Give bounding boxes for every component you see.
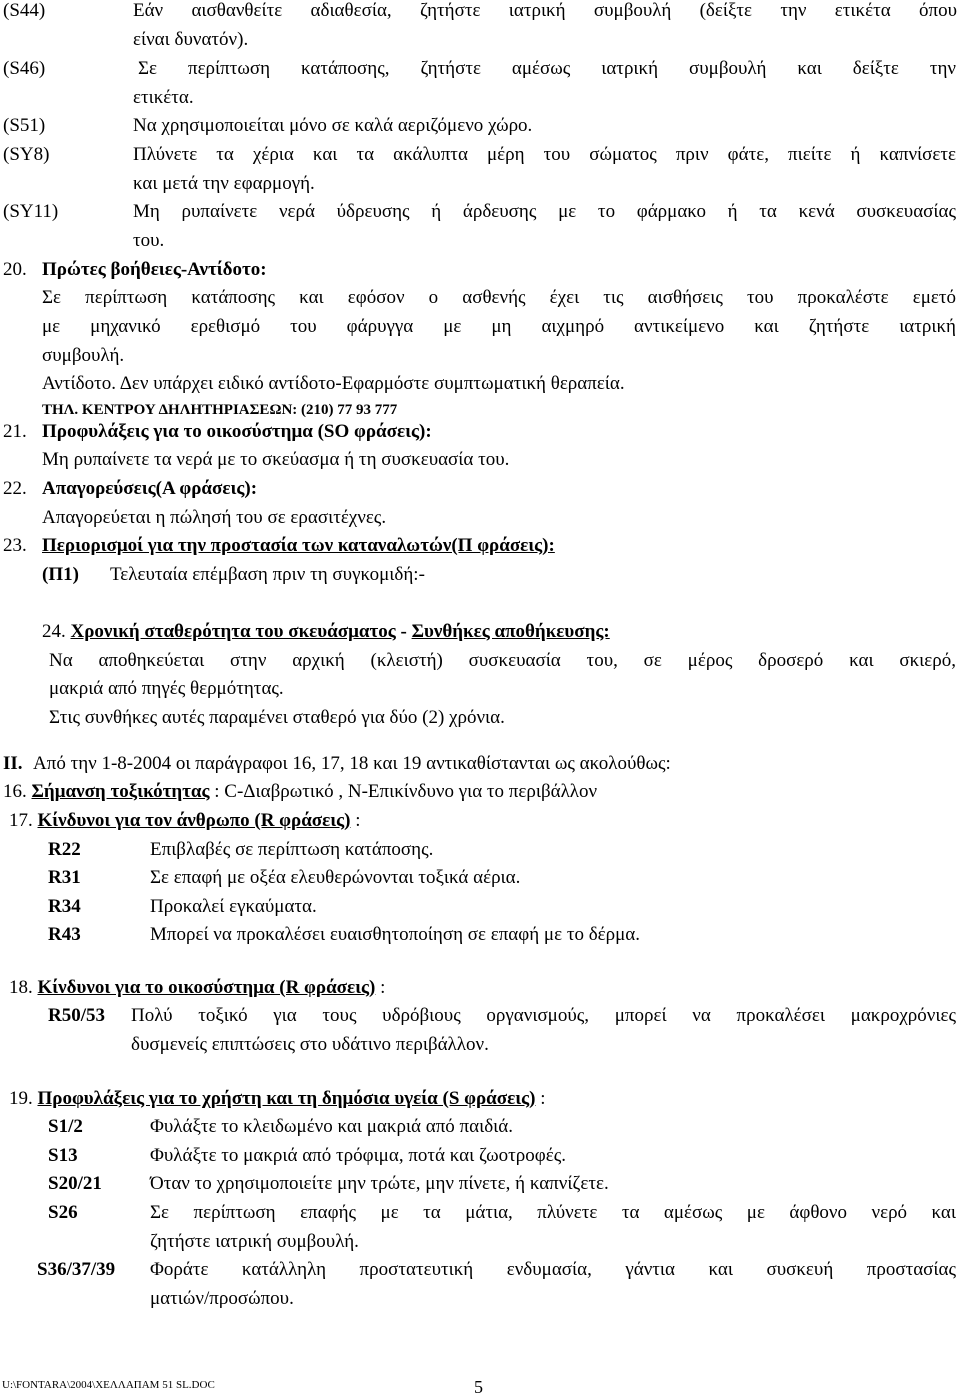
antidote-line: Αντίδοτο. Δεν υπάρχει ειδικό αντίδοτο-Εφαρμόστε συμπτωματική θεραπεία. — [42, 373, 625, 394]
section-21-line — [0, 446, 960, 474]
section-number: 21. — [3, 421, 27, 442]
s-text: Να χρησιμοποιείται μόνο σε καλά αεριζόμενο χώρο. — [133, 115, 533, 136]
section-title: Προφυλάξεις για το χρήστη και τη δημόσια υγεία (S φράσεις) — [37, 1088, 536, 1109]
section-number: 23. — [3, 535, 27, 556]
section-18 — [9, 974, 385, 1002]
s-text: Σε περίπτωση κατάποσης, ζητήστε αμέσως ιατρική συμβουλή και δείξτε την — [138, 58, 956, 79]
paragraph-line: Στις συνθήκες αυτές παραμένει σταθερό για δύο (2) χρόνια. — [49, 707, 505, 728]
section-17 — [9, 807, 361, 835]
r-phrase-row — [0, 893, 960, 921]
s-phrase-row — [0, 1256, 960, 1284]
s-text: είναι δυνατόν). — [133, 29, 249, 50]
footer-file-path: U:\FONTARA\2004\ΧΕΛΛΑΠΑΜ 51 SL.DOC — [2, 1379, 215, 1391]
r-phrase-row — [0, 864, 960, 892]
section-19-heading — [0, 1085, 960, 1113]
part-ii-line — [0, 750, 960, 778]
s-phrase-cont — [0, 1228, 960, 1256]
section-16 — [3, 778, 597, 806]
r-text: δυσμενείς επιπτώσεις στο υδάτινο περιβάλλον. — [131, 1034, 489, 1055]
s-phrase-row — [0, 112, 960, 140]
s-text: Σε περίπτωση επαφής με τα μάτια, πλύνετε τα αμέσως με άφθονο νερό και — [150, 1202, 956, 1223]
section-title: Κίνδυνοι για το οικοσύστημα (R φράσεις) — [37, 977, 376, 998]
s-phrase-row — [0, 0, 960, 25]
r-phrase-row — [0, 836, 960, 864]
section-title: Προφυλάξεις για το οικοσύστημα (SO φράσεις): — [42, 421, 432, 442]
section-number — [42, 618, 610, 646]
s-phrase-row — [0, 141, 960, 169]
s-code: S36/37/39 — [37, 1259, 116, 1280]
section-17-heading — [0, 807, 960, 835]
section-title: Πρώτες βοήθειες-Αντίδοτο: — [42, 259, 267, 280]
s-code: (S44) — [3, 0, 46, 21]
section-24-line — [0, 675, 960, 703]
paragraph-line: μακριά από πηγές θερμότητας. — [49, 678, 284, 699]
section-16-line — [0, 778, 960, 806]
s-text: ετικέτα. — [133, 87, 194, 108]
r-code: R34 — [48, 896, 81, 917]
section-24-line — [0, 647, 960, 675]
section-number: 16. — [3, 781, 27, 802]
r-text: Προκαλεί εγκαύματα. — [150, 896, 317, 917]
s-code: S26 — [48, 1202, 78, 1223]
s-text: Φυλάξτε το μακριά από τρόφιμα, ποτά και ζωοτροφές. — [150, 1145, 567, 1166]
section-colon: : — [350, 810, 361, 831]
s-phrase-cont — [0, 170, 960, 198]
s-text: του. — [133, 230, 165, 251]
s-text: Όταν το χρησιμοποιείτε μην τρώτε, μην πίνετε, ή καπνίζετε. — [150, 1173, 609, 1194]
section-23-line — [0, 561, 960, 589]
section-title: Σήμανση τοξικότητας — [31, 781, 210, 802]
s-phrase-row — [0, 1142, 960, 1170]
section-title-b: Συνθήκες αποθήκευσης: — [411, 621, 610, 642]
r-code: R22 — [48, 839, 81, 860]
paragraph-line: Σε περίπτωση κατάποσης και εφόσον ο ασθενής έχει τις αισθήσεις του προκαλέστε εμετό — [42, 287, 956, 308]
paragraph-line: Απαγορεύεται η πώλησή του σε ερασιτέχνες. — [42, 507, 387, 528]
s-text: Εάν αισθανθείτε αδιαθεσία, ζητήστε ιατρική συμβουλή (δείξτε την ετικέτα όπου — [133, 0, 957, 21]
section-title: Κίνδυνοι για τον άνθρωπο (R φράσεις) — [37, 810, 351, 831]
section-24-heading — [0, 618, 960, 646]
r-phrase-row — [0, 921, 960, 949]
r-text: Σε επαφή με οξέα ελευθερώνονται τοξικά αέρια. — [150, 867, 521, 888]
section-number: 20. — [3, 259, 27, 280]
s-code: S20/21 — [48, 1173, 102, 1194]
paragraph-line: Να αποθηκεύεται στην αρχική (κλειστή) συσκευασία του, σε μέρος δροσερό και σκιερό, — [49, 650, 956, 671]
part-label: ΙΙ. — [3, 753, 23, 774]
r-text: Μπορεί να προκαλέσει ευαισθητοποίηση σε επαφή με το δέρμα. — [150, 924, 641, 945]
s-phrase-row — [0, 1199, 960, 1227]
section-text: : C-Διαβρωτικό , Ν-Επικίνδυνο για το περιβάλλον — [209, 781, 598, 802]
section-22-line — [0, 504, 960, 532]
s-phrase-cont — [0, 227, 960, 255]
s-phrase-cont — [0, 1285, 960, 1313]
s-code: S1/2 — [48, 1116, 83, 1137]
r-phrase-cont — [0, 1031, 960, 1059]
r-code: R50/53 — [48, 1005, 105, 1026]
paragraph-line: με μηχανικό ερεθισμό του φάρυγγα με μη αιχμηρό αντικείμενο και ζητήστε ιατρική — [42, 316, 956, 337]
section-20-line — [0, 342, 960, 370]
section-20-line — [0, 370, 960, 398]
section-20-heading — [0, 256, 960, 284]
section-title-sep: - — [395, 621, 412, 642]
s-phrase-cont — [0, 84, 960, 112]
page-number: 5 — [474, 1377, 483, 1397]
s-code: (SY11) — [3, 201, 59, 222]
section-20-line — [0, 284, 960, 312]
section-19 — [9, 1085, 546, 1113]
s-phrase-row — [0, 1170, 960, 1198]
section-title: Απαγορεύσεις(Α φράσεις): — [42, 478, 258, 499]
restriction-code: (Π1) — [42, 564, 79, 585]
section-number: 19. — [9, 1088, 33, 1109]
s-text: ζητήστε ιατρική συμβουλή. — [150, 1231, 359, 1252]
part-text: Από την 1-8-2004 οι παράγραφοι 16, 17, 18 και 19 αντικαθίστανται ως ακολούθως: — [33, 753, 671, 774]
restriction-text: Τελευταία επέμβαση πριν τη συγκομιδή:- — [110, 564, 425, 585]
r-code: R43 — [48, 924, 81, 945]
section-number: 17. — [9, 810, 33, 831]
r-text: Πολύ τοξικό για τους υδρόβιους οργανισμούς, μπορεί να προκαλέσει μακροχρόνιες — [131, 1005, 956, 1026]
section-24-line — [0, 704, 960, 732]
s-phrase-row — [0, 55, 960, 83]
section-title: Περιορισμοί για την προστασία των καταναλωτών(Π φράσεις): — [42, 535, 555, 556]
s-code: S13 — [48, 1145, 78, 1166]
s-code: (SY8) — [3, 144, 50, 165]
r-code: R31 — [48, 867, 81, 888]
paragraph-line: συμβουλή. — [42, 345, 125, 366]
section-title-a: Χρονική σταθερότητα του σκευάσματος — [70, 621, 396, 642]
paragraph-line: Μη ρυπαίνετε τα νερά με το σκεύασμα ή τη συσκευασία του. — [42, 449, 510, 470]
section-colon: : — [375, 977, 386, 998]
section-20-line — [0, 313, 960, 341]
s-phrase-row — [0, 198, 960, 226]
s-phrase-row — [0, 1113, 960, 1141]
section-number: 18. — [9, 977, 33, 998]
s-text: ματιών/προσώπου. — [150, 1288, 294, 1309]
phone-line: ΤΗΛ. ΚΕΝΤΡΟΥ ΔΗΛΗΤΗΡΙΑΣΕΩΝ: (210) 77 93 777 — [42, 402, 398, 418]
section-number: 22. — [3, 478, 27, 499]
s-code: (S46) — [3, 58, 46, 79]
s-text: Φυλάξτε το κλειδωμένο και μακριά από παιδιά. — [150, 1116, 513, 1137]
section-18-heading — [0, 974, 960, 1002]
s-text: και μετά την εφαρμογή. — [133, 173, 315, 194]
r-text: Επιβλαβές σε περίπτωση κατάποσης. — [150, 839, 434, 860]
s-text: Μη ρυπαίνετε νερά ύδρευσης ή άρδευσης με το φάρμακο ή τα κενά συσκευασίας — [133, 201, 956, 222]
s-phrase-cont — [0, 26, 960, 54]
s-code: (S51) — [3, 115, 46, 136]
section-colon: : — [535, 1088, 546, 1109]
s-text: Φοράτε κατάλληλη προστατευτική ενδυμασία, γάντια και συσκευή προστασίας — [150, 1259, 956, 1280]
section-22-heading — [0, 475, 960, 503]
s-text: Πλύνετε τα χέρια και τα ακάλυπτα μέρη του σώματος πριν φάτε, πιείτε ή καπνίσετε — [133, 144, 956, 165]
section-21-heading — [0, 418, 960, 446]
r-phrase-row — [0, 1002, 960, 1030]
section-number-text: 24. — [42, 621, 66, 642]
section-23-heading — [0, 532, 960, 560]
